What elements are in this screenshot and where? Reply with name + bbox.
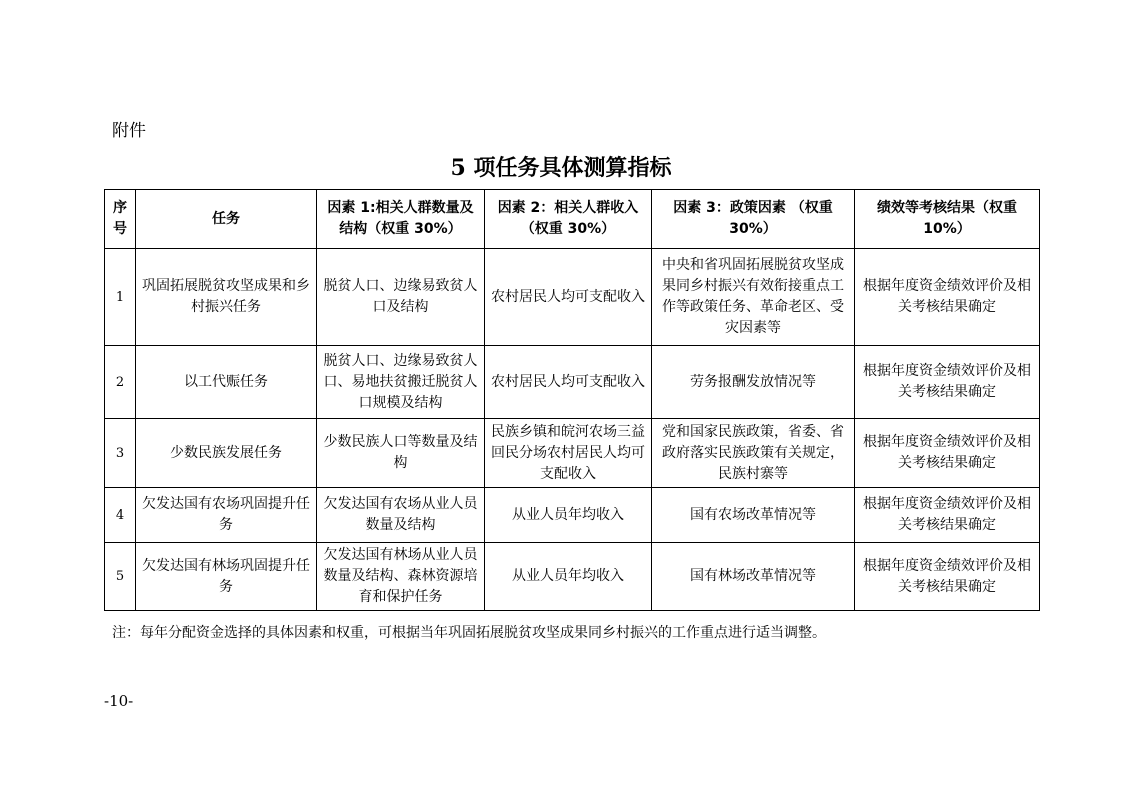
table-row <box>105 249 1040 346</box>
row-factor1: 脱贫人口、边缘易致贫人口及结构 <box>317 249 485 346</box>
page-number: -10- <box>104 692 134 710</box>
row-task: 巩固拓展脱贫攻坚成果和乡村振兴任务 <box>136 249 317 346</box>
row-task: 少数民族发展任务 <box>136 419 317 488</box>
row-factor2: 从业人员年均收入 <box>485 488 652 543</box>
table-row <box>105 346 1040 419</box>
row-performance: 根据年度资金绩效评价及相关考核结果确定 <box>855 543 1040 611</box>
table-row <box>105 419 1040 488</box>
attachment-label: 附件 <box>112 121 146 141</box>
row-factor3: 国有林场改革情况等 <box>652 543 855 611</box>
row-seq: 2 <box>105 346 136 419</box>
row-performance: 根据年度资金绩效评价及相关考核结果确定 <box>855 249 1040 346</box>
indicator-table <box>104 189 1040 611</box>
header-factor3: 因素 3：政策因素 （权重 30%） <box>652 190 855 249</box>
row-factor1: 脱贫人口、边缘易致贫人口、易地扶贫搬迁脱贫人口规模及结构 <box>317 346 485 419</box>
header-performance: 绩效等考核结果（权重 10%） <box>855 190 1040 249</box>
header-seq: 序号 <box>105 190 136 249</box>
row-performance: 根据年度资金绩效评价及相关考核结果确定 <box>855 346 1040 419</box>
row-seq: 4 <box>105 488 136 543</box>
table-note: 注：每年分配资金选择的具体因素和权重，可根据当年巩固拓展脱贫攻坚成果同乡村振兴的工作重点进行适当调整。 <box>112 625 826 641</box>
row-performance: 根据年度资金绩效评价及相关考核结果确定 <box>855 419 1040 488</box>
row-factor1: 少数民族人口等数量及结构 <box>317 419 485 488</box>
row-factor3: 国有农场改革情况等 <box>652 488 855 543</box>
row-task: 欠发达国有林场巩固提升任务 <box>136 543 317 611</box>
row-task: 以工代赈任务 <box>136 346 317 419</box>
table-row <box>105 543 1040 611</box>
table-header-row <box>105 190 1040 249</box>
header-factor1: 因素 1:相关人群数量及结构（权重 30%） <box>317 190 485 249</box>
table-row <box>105 488 1040 543</box>
row-seq: 5 <box>105 543 136 611</box>
row-seq: 1 <box>105 249 136 346</box>
row-factor2: 从业人员年均收入 <box>485 543 652 611</box>
row-factor1: 欠发达国有林场从业人员数量及结构、森林资源培育和保护任务 <box>317 543 485 611</box>
row-performance: 根据年度资金绩效评价及相关考核结果确定 <box>855 488 1040 543</box>
row-factor2: 农村居民人均可支配收入 <box>485 249 652 346</box>
row-task: 欠发达国有农场巩固提升任务 <box>136 488 317 543</box>
row-factor3: 劳务报酬发放情况等 <box>652 346 855 419</box>
row-factor2: 农村居民人均可支配收入 <box>485 346 652 419</box>
row-seq: 3 <box>105 419 136 488</box>
row-factor1: 欠发达国有农场从业人员数量及结构 <box>317 488 485 543</box>
row-factor2: 民族乡镇和皖河农场三益回民分场农村居民人均可支配收入 <box>485 419 652 488</box>
header-task: 任务 <box>136 190 317 249</box>
row-factor3: 中央和省巩固拓展脱贫攻坚成果同乡村振兴有效衔接重点工作等政策任务、革命老区、受灾因素等 <box>652 249 855 346</box>
row-factor3: 党和国家民族政策，省委、省政府落实民族政策有关规定，民族村寨等 <box>652 419 855 488</box>
header-factor2: 因素 2：相关人群收入（权重 30%） <box>485 190 652 249</box>
page-title: 5 项任务具体测算指标 <box>450 155 672 181</box>
